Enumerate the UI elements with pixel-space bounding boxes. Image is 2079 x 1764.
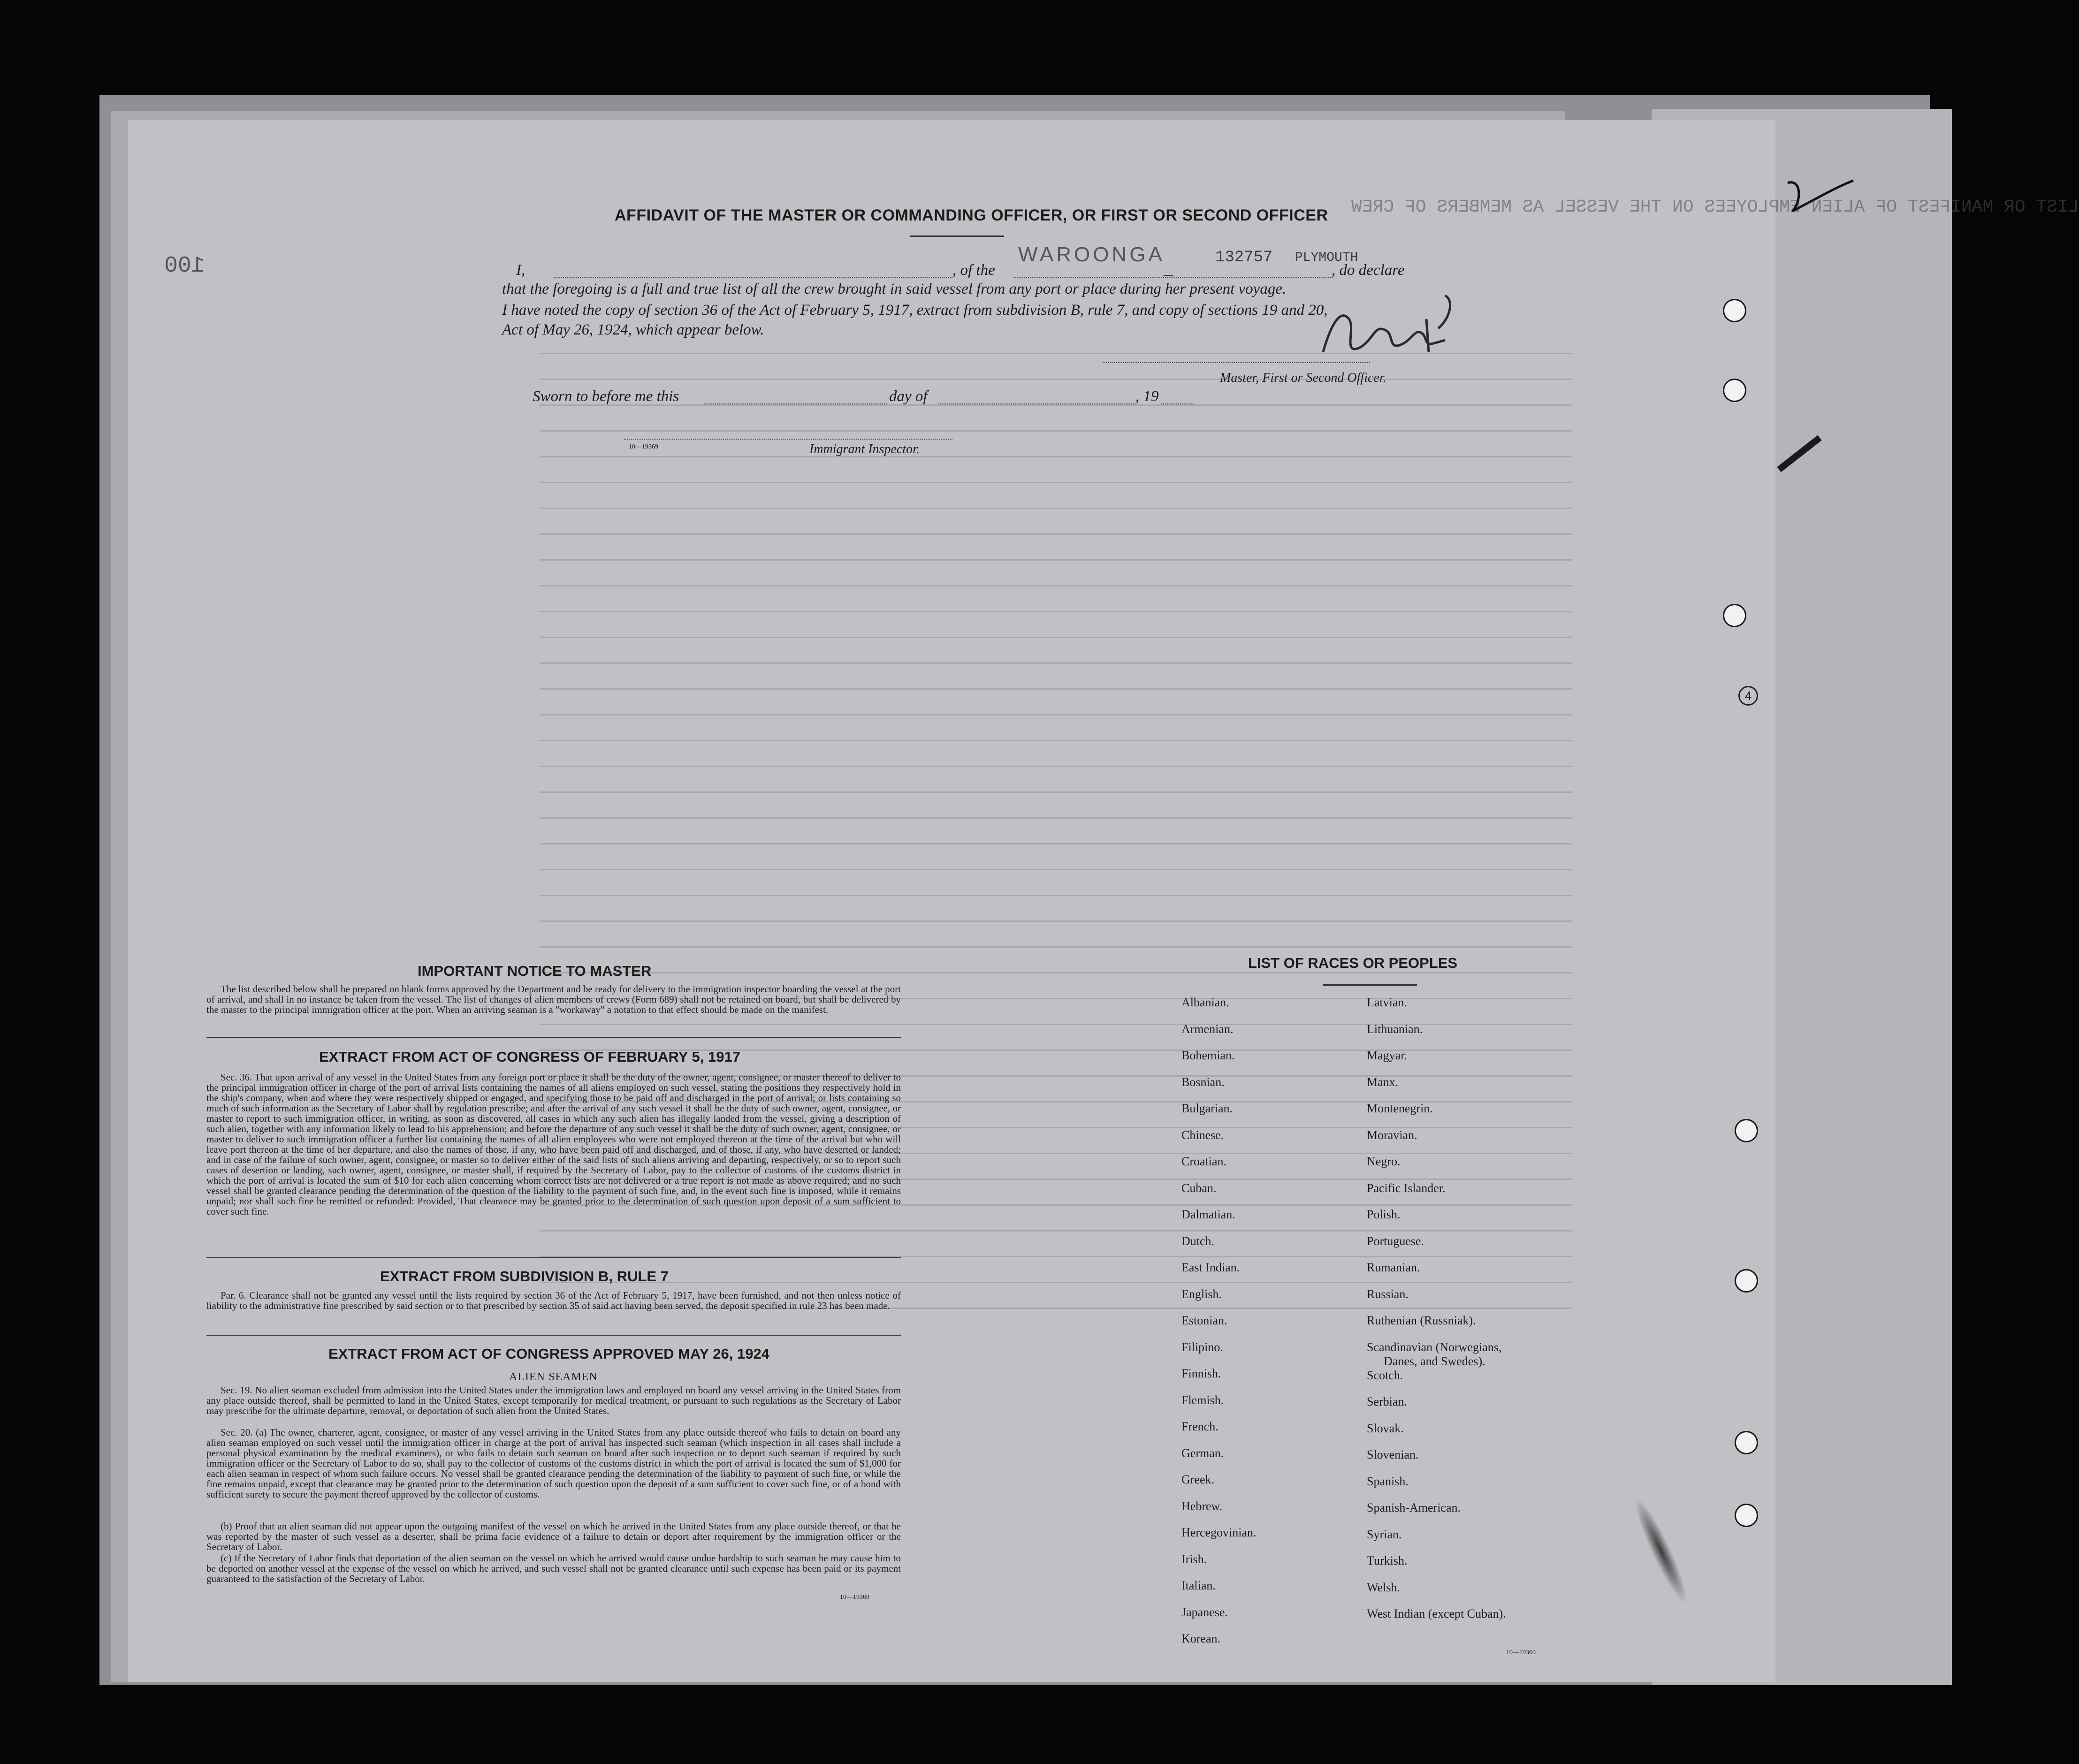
title-rule: [910, 236, 1004, 237]
signature-caption: Master, First or Second Officer.: [1220, 371, 1386, 385]
race-item: Irish.: [1181, 1552, 1207, 1566]
race-item: Dalmatian.: [1181, 1208, 1235, 1221]
punch-hole: [1735, 1504, 1758, 1527]
race-item: Flemish.: [1181, 1393, 1224, 1407]
race-item: Turkish.: [1367, 1554, 1408, 1567]
affidavit-line-2: that the foregoing is a full and true list of all the crew brought in said vessel from any port or place during her present voyage.: [502, 281, 1287, 297]
race-item: Bohemian.: [1181, 1049, 1235, 1062]
race-item: Serbian.: [1367, 1395, 1407, 1408]
affidavit-declare: , do declare: [1332, 262, 1405, 279]
race-item: Syrian.: [1367, 1527, 1402, 1541]
race-item: Montenegrin.: [1367, 1102, 1433, 1115]
punch-hole: [1723, 379, 1746, 402]
notice-text: The list described below shall be prepared on blank forms approved by the Department and be ready for delivery to the immigration inspector boarding the vessel at the port of arrival, and shall in no instance be taken from the vessel. The list of changes of alien members of crews (Form 689) shall not be retained on board, but shall be delivered by the master to the principal immigration officer at the port. When an arriving seaman is a "workaway" a notation to that effect should be made on the manifest.: [206, 983, 901, 1015]
race-item: English.: [1181, 1287, 1222, 1301]
divider: [206, 1037, 901, 1038]
margin-mark-circled: 4: [1738, 686, 1758, 706]
race-item: Moravian.: [1367, 1128, 1417, 1142]
extract-1917-text: Sec. 36. That upon arrival of any vessel in the United States from any foreign port or place it shall be the duty of the owner, agent, consignee, or master thereof to deliver to the principal immigration officer in charge of the port of arrival lists containing the names of all aliens employed on such vessel, stating the positions they respectively hold in the ship's company, when and where they were respectively shipped or engaged, and specifying those to be paid off and discharged in the port of arrival; or lists containing so much of such information as the Secretary of Labor shall by regulation prescribe; and after the arrival of any such vessel it shall be the duty of such owner, agent, consignee, or master to report to such immigration officer, in writing, as soon as discovered, all cases in which any such alien has illegally landed from the vessel, giving a description of such alien, together with any information likely to lead to his apprehension; and before the departure of any such vessel it shall be the duty of such owner, agent, consignee, or master to deliver to such immigration officer a further list containing the names of all alien employees who were not employed thereon at the time of the arrival but who will leave port thereon at the time of her departure, and also the names of those, if any, who have been paid off and discharged, and of those, if any, who have deserted or landed; and in case of the failure of such owner, agent, consignee, or master so to deliver either of the said lists of such aliens arriving and departing, respectively, or so to report such cases of desertion or landing, such owner, agent, consignee, or master shall, if required by the Secretary of Labor, pay to the collector of customs of the customs district in which the port of arrival is located the sum of $10 for each alien concerning whom correct lists are not delivered or a true report is not made as above required; and no such vessel shall be granted clearance pending the determination of the question of the liability to the payment of such fine, and, in the event such fine is imposed, while it remains unpaid; nor shall such fine be remitted or refunded: Provided, That clearance may be granted prior to the determination of such question upon deposit of a sum sufficient to cover such fine.: [206, 1072, 901, 1217]
sworn-year: , 19: [1135, 388, 1159, 405]
race-item: Italian.: [1181, 1579, 1216, 1592]
races-form-code: 10—19369: [1506, 1649, 1536, 1656]
affidavit-title: AFFIDAVIT OF THE MASTER OR COMMANDING OFFICER, OR FIRST OR SECOND OFFICER: [615, 206, 1328, 224]
vessel-name: WAROONGA: [1018, 243, 1165, 266]
race-item: German.: [1181, 1446, 1224, 1460]
extract-1924-title: EXTRACT FROM ACT OF CONGRESS APPROVED MAY 26, 1924: [328, 1346, 769, 1362]
divider: [206, 1335, 901, 1336]
race-item: Bulgarian.: [1181, 1102, 1233, 1115]
affidavit-form-code: 10—19369: [629, 443, 658, 450]
race-item: Japanese.: [1181, 1605, 1228, 1619]
race-item: West Indian (except Cuban).: [1367, 1607, 1506, 1620]
punch-hole: [1723, 299, 1746, 322]
sec-19-text: Sec. 19. No alien seaman excluded from admission into the United States under the immigration laws and employed on board any vessel arriving in the United States from any place outside thereof, shall be permitted to land in the United States, except temporarily for medical treatment, or pursuant to such regulations as the Secretary of Labor may prescribe for the ultimate departure, removal, or deportation of such alien from the United States.: [206, 1384, 901, 1416]
punch-hole: [1723, 604, 1746, 627]
race-item: Negro.: [1367, 1155, 1401, 1168]
punch-hole: [1735, 1431, 1758, 1454]
races-title-rule: [1323, 984, 1417, 986]
race-item: Lithuanian.: [1367, 1022, 1423, 1036]
sec-20c-text: (c) If the Secretary of Labor finds that deportation of the alien seaman on the vessel on which he arrived would cause undue hardship to such seaman he may cause him to be deported on another vessel at the expense of the vessel on which he arrived, and such vessel shall not be granted clearance until such expense has been paid or its payment guaranteed to the satisfaction of the Secretary of Labor.: [206, 1552, 901, 1584]
port-of-registry: PLYMOUTH: [1295, 251, 1358, 265]
race-item: Welsh.: [1367, 1580, 1400, 1594]
affidavit-of-the: , of the: [952, 262, 995, 279]
race-item: Chinese.: [1181, 1128, 1224, 1142]
race-item: Latvian.: [1367, 996, 1407, 1009]
race-item: Pacific Islander.: [1367, 1181, 1446, 1195]
race-item: Greek.: [1181, 1473, 1215, 1486]
sworn-month-blank: [938, 389, 1135, 404]
race-item: Scandinavian (Norwegians,: [1367, 1340, 1502, 1354]
affidavit-i: I,: [516, 262, 525, 279]
extract-1917-title: EXTRACT FROM ACT OF CONGRESS OF FEBRUARY 5, 1917: [319, 1049, 740, 1065]
punch-hole: [1735, 1119, 1758, 1142]
race-item: Polish.: [1367, 1208, 1401, 1221]
race-item: Slovenian.: [1367, 1448, 1419, 1461]
extract-form-code: 10—19369: [840, 1594, 869, 1601]
punch-hole: [1735, 1269, 1758, 1293]
race-item: Danes, and Swedes).: [1384, 1354, 1485, 1368]
alien-seamen-subtitle: ALIEN SEAMEN: [509, 1371, 598, 1383]
name-blank: [554, 263, 952, 278]
signature-line: [1103, 357, 1370, 363]
sec-20a-text: Sec. 20. (a) The owner, charterer, agent, consignee, or master of any vessel arriving in the United States from any place outside thereof who fails to detain on board any alien seaman employed on such vessel until the immigration officer in charge at the port of arrival has inspected such seaman (which inspection in all cases shall include a personal physical examination by the medical examiners), or who fails to detain such seaman on board after such inspection or to deport such seaman if required by such immigration officer or the Secretary of Labor to do so, shall pay to the collector of customs of the customs district in which the port of arrival is located the sum of $1,000 for each alien seaman in respect of whom such failure occurs. No vessel shall be granted clearance pending the determination of the liability to payment of such fine, or while the fine remains unpaid, except that clearance may be granted prior to the determination of such question upon the deposit of a sum sufficient to cover such fine, or of a bond with sufficient surety to secure the payment thereof approved by the collector of customs.: [206, 1427, 901, 1500]
race-item: Croatian.: [1181, 1155, 1227, 1168]
sworn-text: Sworn to before me this: [533, 388, 679, 405]
bleed-header: LIST OR MANIFEST OF ALIEN EMPLOYEES ON THE VESSEL AS MEMBERS OF CREW: [1351, 197, 2079, 217]
race-item: Manx.: [1367, 1075, 1399, 1089]
affidavit-line-3: I have noted the copy of section 36 of the Act of February 5, 1917, extract from subdivision B, rule 7, and copy of sections 19 and 20,: [502, 302, 1328, 319]
race-item: Hebrew.: [1181, 1499, 1223, 1513]
race-item: Filipino.: [1181, 1340, 1223, 1354]
races-title: LIST OF RACES OR PEOPLES: [1248, 955, 1458, 971]
race-item: Slovak.: [1367, 1421, 1404, 1435]
stamp-number: 100: [164, 253, 205, 279]
race-item: Magyar.: [1367, 1049, 1407, 1062]
divider: [206, 1257, 901, 1258]
sec-20b-text: (b) Proof that an alien seaman did not appear upon the outgoing manifest of the vessel on which he arrived in the United States from any place outside thereof, or that he was reported by the master of such vessel as a deserter, shall be prima facie evidence of a failure to detain or deport after requirement by the immigration officer or the Secretary of Labor.: [206, 1521, 901, 1552]
race-item: Hercegovinian.: [1181, 1526, 1257, 1539]
race-item: Estonian.: [1181, 1314, 1227, 1327]
sworn-year-blank: [1161, 389, 1194, 404]
race-item: East Indian.: [1181, 1261, 1240, 1274]
sworn-day-blank: [704, 389, 887, 404]
sworn-day-of: day of: [889, 388, 928, 405]
race-item: French.: [1181, 1420, 1218, 1433]
inspector-line: [624, 434, 952, 440]
race-item: Dutch.: [1181, 1234, 1215, 1248]
notice-title: IMPORTANT NOTICE TO MASTER: [418, 963, 652, 979]
race-item: Finnish.: [1181, 1367, 1221, 1380]
vessel-dash: _: [1164, 257, 1173, 278]
affidavit-line-4: Act of May 26, 1924, which appear below.: [502, 321, 764, 338]
race-item: Spanish.: [1367, 1474, 1409, 1488]
margin-check-mark: [1783, 174, 1858, 220]
race-item: Armenian.: [1181, 1022, 1234, 1036]
race-item: Russian.: [1367, 1287, 1409, 1301]
race-item: Portuguese.: [1367, 1234, 1424, 1248]
race-item: Scotch.: [1367, 1368, 1403, 1382]
extract-rule7-title: EXTRACT FROM SUBDIVISION B, RULE 7: [380, 1268, 669, 1285]
master-signature: [1304, 291, 1464, 366]
official-number: 132757: [1215, 249, 1273, 266]
race-item: Ruthenian (Russniak).: [1367, 1314, 1476, 1327]
race-item: Korean.: [1181, 1632, 1221, 1645]
race-item: Bosnian.: [1181, 1075, 1225, 1089]
race-item: Spanish-American.: [1367, 1501, 1461, 1514]
extract-rule7-text: Par. 6. Clearance shall not be granted any vessel until the lists required by section 36 of the Act of February 5, 1917, have been furnished, and not then unless notice of liability to the administrative fine prescribed by said section or to that prescribed by section 35 of said act having been served, the deposit specified in rule 23 has been made.: [206, 1290, 901, 1311]
inspector-caption: Immigrant Inspector.: [809, 442, 920, 456]
race-item: Albanian.: [1181, 996, 1229, 1009]
race-item: Cuban.: [1181, 1181, 1217, 1195]
race-item: Rumanian.: [1367, 1261, 1420, 1274]
